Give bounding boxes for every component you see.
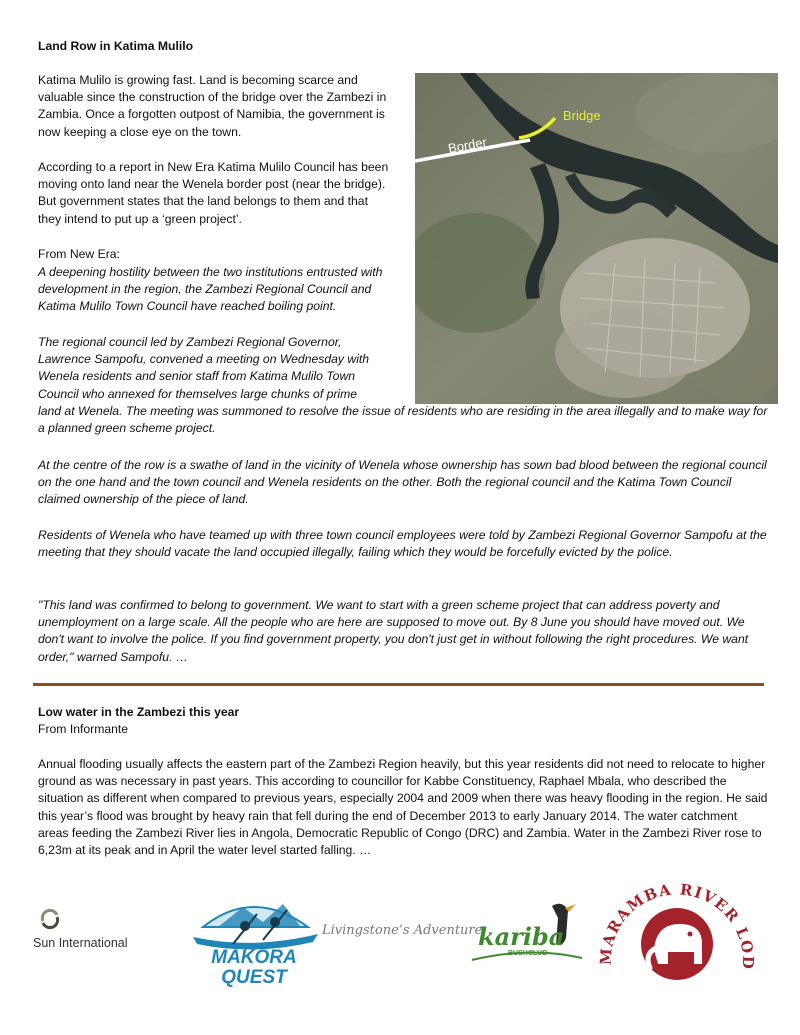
section-divider [33, 683, 764, 686]
article-title-land-row: Land Row in Katima Mulilo [38, 39, 194, 53]
article-title-low-water: Low water in the Zambezi this year [38, 705, 240, 719]
elephant-icon [598, 872, 756, 992]
article-paragraph-2: According to a report in New Era Katima Mulilo Council has been moving onto land near the Wenela border post (near the bridge). But government states that the land belongs to them and that they intend to put up a ‘green project’. [38, 160, 389, 226]
quote-paragraph-3: At the centre of the row is a swathe of land in the vicinity of Wenela whose ownership has sown bad blood between the regional council on the one hand and the town council and Wenela residents on the other. Both the regional council and the Katima Town Council claimed ownership of the piece of land. [38, 458, 767, 507]
quote-paragraph-1: A deepening hostility between the two institutions entrusted with development in the region, the Zambezi Regional Council and Katima Mulilo Town Council have reached boiling point. [38, 265, 383, 314]
maramba-river-lodge-logo [598, 872, 756, 992]
livingstones-adventure-logo: Livingstone’s Adventure [322, 923, 483, 938]
sun-icon [39, 907, 61, 929]
quote-paragraph-2-end: land at Wenela. The meeting was summoned to resolve the issue of residents who are residing in the area illegally and to make way for a planned green scheme project. [38, 404, 768, 436]
quote-paragraph-2-start: The regional council led by Zambezi Regional Governor, Lawrence Sampofu, convened a meeting on Wednesday with Wenela residents and senior staff from Katima Mulilo Town Council who annexed for themselves large chunks of prime [38, 335, 370, 401]
border-label: Border [446, 134, 488, 156]
source-label: From New Era: [38, 247, 120, 261]
bridge-label: Bridge [563, 108, 601, 123]
quote-paragraph-5: "This land was confirmed to belong to government. We want to start with a green scheme project that can address poverty and unemployment on a large scale. All the people who are here are supposed to move out. By 8 June you should have moved out. We don't want to involve the police. If you find government property, you don't just get in without following the right procedures. We want order," warned Sampofu. … [38, 598, 749, 664]
article-paragraph-1: Katima Mulilo is growing fast. Land is becoming scarce and valuable since the construction of the bridge over the Zambezi in Zambia. Once a forgotten outpost of Namibia, the government is now keeping a close eye on the town. [38, 73, 387, 139]
kariba-bushclub-logo: kariba BUSHCLUB [470, 898, 590, 973]
svg-text:MARAMBA RIVER LODGE: MARAMBA RIVER LOD [598, 880, 756, 971]
sun-international-logo: Sun International [33, 905, 183, 955]
quote-paragraph-4: Residents of Wenela who have teamed up with three town council employees were told by Zambezi Regional Governor Sampofu at the meeting that they should vacate the land occupied illegally, failing which they would be forcefully evicted by the police. [38, 528, 767, 560]
article-body-low-water: Annual flooding usually affects the eastern part of the Zambezi Region heavily, but this year residents did not need to relocate to higher ground as was necessary in past years. This according to councillor for Kabbe Constituency, Raphael Mbala, who described the situation as different when compared to previous years, especially 2004 and 2009 when there was heavy flooding in the region. He said this year’s flood was brought by heavy rain that fell during the end of December 2013 to early January 2014. The water catchment areas feeding the Zambezi River lies in Angola, Democratic Republic of Congo (DRC) and Zambia. Water in the Zambezi River rose to 6,23m at its peak and in April the water level started falling. … [38, 757, 768, 858]
satellite-map-image [415, 73, 778, 404]
makora-quest-logo: MAKORA QUEST [183, 882, 325, 988]
article-source: From Informante [38, 722, 129, 736]
